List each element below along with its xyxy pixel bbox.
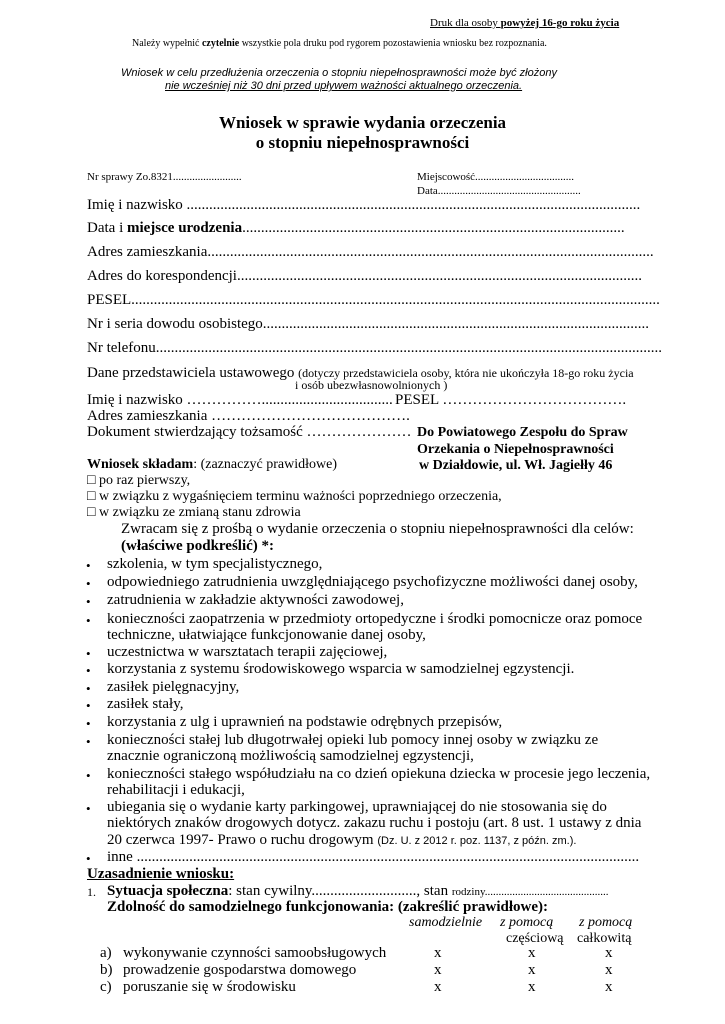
fill-notice-part1: Należy wypełnić — [132, 38, 202, 49]
bullet-icon: • — [86, 663, 91, 678]
social-situation-label: Sytuacja społeczna — [107, 883, 229, 899]
bullet-icon: • — [86, 734, 91, 749]
addressee-line2: Orzekania o Niepełnosprawności — [417, 442, 614, 457]
purpose-parking-line3[interactable] — [107, 831, 576, 849]
checkbox-health-change[interactable]: □ w związku ze zmianą stanu zdrowia — [87, 505, 301, 520]
purpose-care-line1[interactable]: konieczności stałej lub długotrwałej opieki lub pomocy innej osoby w związku ze — [107, 732, 599, 748]
extension-note-line1: Wniosek w celu przedłużenia orzeczenia o stopniu niepełnosprawności może być złożony — [121, 67, 557, 79]
purpose-parking-line1[interactable]: ubiegania się o wydanie karty parkingowej, uprawniającej do nie stosowania się do — [107, 799, 607, 815]
purpose-relief[interactable]: korzystania z ulg i uprawnień na podstawie odrębnych przepisów, — [107, 714, 503, 730]
ability-row-letter: a) — [100, 945, 112, 961]
fill-notice-part2: wszystkie pola druku pod rygorem pozostawienia wniosku bez rozpoznania. — [239, 38, 547, 49]
form-type-prefix: Druk dla osoby — [430, 17, 501, 29]
purpose-intro: Zwracam się z prośbą o wydanie orzeczenia o stopniu niepełnosprawności dla celów: — [121, 521, 634, 537]
fill-notice — [132, 38, 547, 49]
representative-pesel-field[interactable]: PESEL ………………………………. — [395, 392, 627, 408]
purpose-wtz[interactable]: uczestnictwa w warsztatach terapii zajęciowej, — [107, 644, 388, 660]
purpose-care-allowance[interactable]: zasiłek pielęgnacyjny, — [107, 679, 240, 695]
col-partial-help-a: z pomocą — [500, 915, 554, 930]
col-full-help-a: z pomocą — [579, 915, 633, 930]
bullet-icon: • — [86, 851, 91, 866]
mark-full[interactable]: x — [605, 945, 613, 961]
purpose-care-line2[interactable]: znacznie ograniczoną możliwością samodzielnej egzystencji, — [107, 748, 474, 764]
correspondence-address-field[interactable]: Adres do korespondencji............................................................................................................ — [87, 268, 642, 284]
mark-independent[interactable]: x — [434, 962, 442, 978]
fill-notice-bold: czytelnie — [201, 38, 240, 49]
purpose-orthopedic-line2[interactable]: techniczne, ułatwiające funkcjonowanie danej osoby, — [107, 627, 426, 643]
mark-partial[interactable]: x — [528, 979, 536, 995]
pesel-field[interactable]: PESEL............................................................................................................................................. — [87, 292, 660, 308]
ability-row-letter: b) — [100, 962, 113, 978]
request-label — [87, 457, 337, 473]
mark-independent[interactable]: x — [434, 945, 442, 961]
date-field[interactable]: Data.................................................... — [417, 185, 581, 197]
mark-full[interactable]: x — [605, 979, 613, 995]
purpose-permanent-allowance[interactable]: zasiłek stały, — [107, 696, 184, 712]
phone-field[interactable]: Nr telefonu....................................................................................................................................... — [87, 340, 662, 356]
representative-label: Dane przedstawiciela ustawowego — [87, 365, 299, 381]
purpose-instruction: (właściwe podkreślić) *: — [121, 538, 275, 554]
ability-heading: Zdolność do samodzielnego funkcjonowania: (zakreślić prawidłowe): — [107, 899, 548, 915]
birth-field[interactable] — [87, 220, 625, 237]
representative-note1: (dotyczy przedstawiciela osoby, która nie ukończyła 18-go roku życia — [298, 366, 634, 380]
justification-heading: Uzasadnienie wniosku: — [87, 866, 235, 882]
ability-row-label: wykonywanie czynności samoobsługowych — [123, 945, 387, 961]
addressee-line1: Do Powiatowego Zespołu do Spraw — [417, 425, 628, 440]
ability-row-label: prowadzenie gospodarstwa domowego — [123, 962, 357, 978]
birth-label-prefix: Data i — [87, 220, 127, 236]
col-partial-help-b: częściową — [506, 931, 564, 946]
civil-status-field: : stan cywilny............................, stan — [228, 883, 452, 899]
purpose-parking-citation: (Dz. U. z 2012 r. poz. 1137, z późn. zm.). — [377, 835, 577, 847]
purpose-orthopedic-line1[interactable]: konieczności zaopatrzenia w przedmioty ortopedyczne i środki pomocnicze oraz pomoce — [107, 611, 643, 627]
purpose-guardian-line1[interactable]: konieczności stałego współudziału na co dzień opiekuna dziecka w procesie jego leczenia, — [107, 766, 651, 782]
addressee-line3: w Działdowie, ul. Wł. Jagiełły 46 — [419, 458, 613, 473]
place-field[interactable]: Miejscowość.................................... — [417, 171, 575, 183]
page-subtitle: o stopniu niepełnosprawności — [255, 133, 470, 152]
case-number-field[interactable]: Nr sprawy Zo.8321......................... — [87, 171, 242, 183]
representative-name-field[interactable]: Imię i nazwisko ……………................................... — [87, 392, 393, 408]
bullet-icon: • — [86, 558, 91, 573]
family-status-field: rodziny............................................. — [451, 886, 609, 898]
form-type-age: powyżej 16-go roku życia — [500, 17, 620, 29]
checkbox-first-time[interactable]: □ po raz pierwszy, — [87, 473, 191, 488]
bullet-icon: • — [86, 801, 91, 816]
bullet-icon: • — [86, 646, 91, 661]
page-title: Wniosek w sprawie wydania orzeczenia — [218, 113, 507, 132]
extension-note-line2: nie wcześniej niż 30 dni przed upływem ważności aktualnego orzeczenia. — [165, 80, 523, 92]
address-field[interactable]: Adres zamieszkania....................................................................................................................... — [87, 244, 654, 260]
checkbox-expiry[interactable]: □ w związku z wygaśnięciem terminu ważności poprzedniego orzeczenia, — [87, 489, 502, 504]
ability-row-label: poruszanie się w środowisku — [123, 979, 296, 995]
bullet-icon: • — [86, 681, 91, 696]
representative-id-document-field[interactable]: Dokument stwierdzający tożsamość ………………… — [87, 424, 412, 440]
item-number: 1. — [87, 885, 96, 899]
purpose-parking-law: 20 czerwca 1997- Prawo o ruchu drogowym — [107, 832, 378, 848]
bullet-icon: • — [86, 613, 91, 628]
ability-row-letter: c) — [100, 979, 112, 995]
col-independent: samodzielnie — [409, 915, 483, 930]
form-type-note — [430, 17, 619, 29]
bullet-icon: • — [86, 576, 91, 591]
birth-label-bold: miejsce urodzenia — [126, 220, 243, 236]
bullet-icon: • — [86, 594, 91, 609]
mark-full[interactable]: x — [605, 962, 613, 978]
mark-partial[interactable]: x — [528, 962, 536, 978]
mark-partial[interactable]: x — [528, 945, 536, 961]
purpose-community-support[interactable]: korzystania z systemu środowiskowego wsparcia w samodzielnej egzystencji. — [107, 661, 575, 677]
birth-dots: ...................................................................................................... — [242, 220, 625, 236]
purpose-employment[interactable]: odpowiedniego zatrudnienia uwzględniającego psychofizyczne możliwości danej osoby, — [107, 574, 638, 590]
social-situation[interactable] — [107, 882, 608, 900]
bullet-icon: • — [86, 716, 91, 731]
bullet-icon: • — [86, 698, 91, 713]
representative-note2: i osób ubezwłasnowolnionych ) — [295, 378, 448, 392]
purpose-other[interactable]: inne ...................................................................................................................................... — [107, 849, 640, 865]
mark-independent[interactable]: x — [434, 979, 442, 995]
purpose-guardian-line2[interactable]: rehabilitacji i edukacji, — [107, 782, 245, 798]
purpose-zaz[interactable]: zatrudnienia w zakładzie aktywności zawodowej, — [107, 592, 404, 608]
request-label-rest: : (zaznaczyć prawidłowe) — [193, 457, 338, 472]
purpose-training[interactable]: szkolenia, w tym specjalistycznego, — [107, 556, 323, 572]
request-label-bold: Wniosek składam — [87, 457, 194, 472]
col-full-help-b: całkowitą — [577, 931, 632, 946]
id-card-field[interactable]: Nr i seria dowodu osobistego....................................................................................................... — [87, 316, 650, 332]
name-field[interactable]: Imię i nazwisko ......................................................................................................................... — [87, 197, 641, 213]
bullet-icon: • — [86, 768, 91, 783]
purpose-parking-line2[interactable]: niektórych znaków drogowych dotycz. zakazu ruchu i postoju (art. 8 ust. 1 ustawy z dnia — [107, 815, 642, 831]
representative-address-field[interactable]: Adres zamieszkania …………………………………. — [87, 408, 410, 424]
